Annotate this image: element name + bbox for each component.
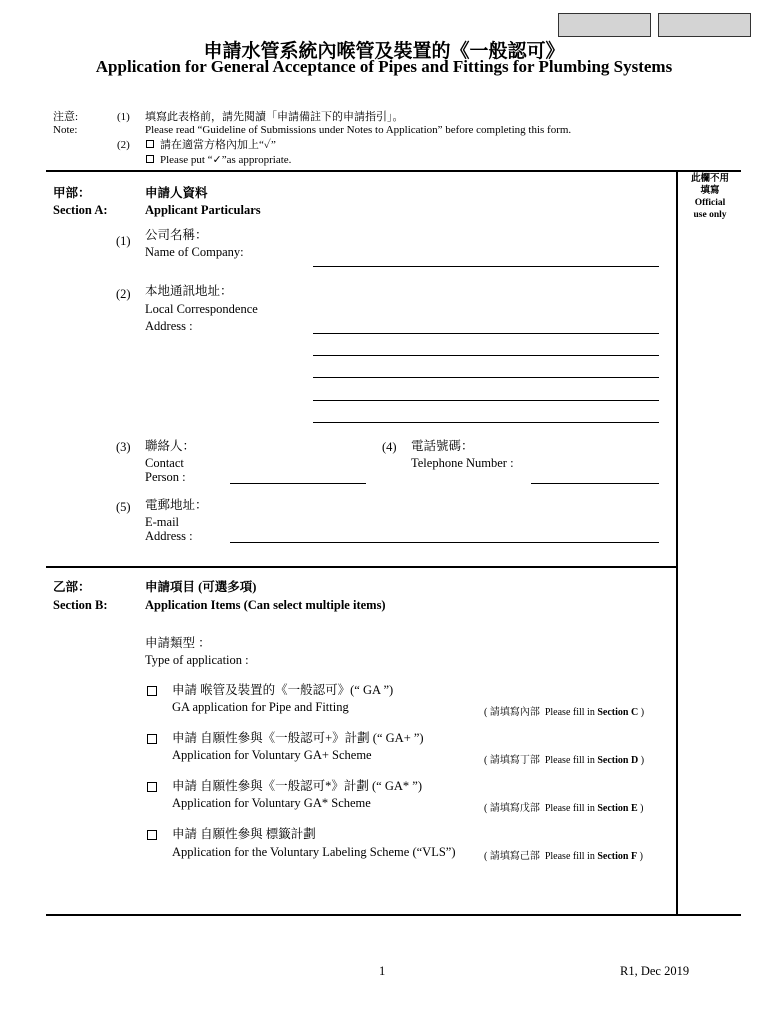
item-4-note-zh: 請填寫己部 [489, 851, 540, 862]
application-type-label-zh: 申請類型 ： [145, 636, 211, 650]
item-4-en: Application for the Voluntary Labeling Scheme (“VLS”) [172, 845, 456, 859]
contact-label-en-1: Contact [145, 456, 184, 470]
official-use-label [680, 173, 740, 221]
contact-label-en-2: Person : [145, 470, 186, 484]
address-label-en-2: Address : [145, 319, 193, 333]
company-name-field[interactable] [313, 266, 659, 267]
reference-box-1[interactable] [558, 13, 651, 37]
item-3-note-zh: 請填寫戊部 [489, 803, 540, 814]
ga-application-checkbox[interactable] [147, 686, 157, 696]
company-number: (1) [116, 234, 131, 248]
section-b-top-rule [46, 566, 678, 568]
phone-label-en: Telephone Number : [411, 456, 514, 470]
note-number-2: (2) [117, 139, 130, 151]
section-a-title-zh: 申請人資料 [145, 186, 208, 200]
phone-label-zh: 電話號碼： [411, 439, 474, 453]
page-number: 1 [379, 964, 386, 978]
item-4-section-ref: Section F [597, 851, 638, 862]
telephone-field[interactable] [531, 483, 659, 484]
contact-label-zh: 聯絡人： [145, 439, 196, 453]
note-label-zh: 注意: [53, 111, 79, 123]
address-label-en-1: Local Correspondence [145, 302, 258, 316]
official-use-zh-2: 填寫 [700, 186, 720, 196]
form-title-english: Application for General Acceptance of Pipes and Fittings for Plumbing Systems [95, 57, 673, 76]
note-2-en: Please put “✓”as appropriate. [160, 154, 292, 166]
section-a-label-zh: 甲部： [53, 186, 91, 200]
address-field-line-5[interactable] [313, 422, 659, 423]
section-b-title-en: Application Items (Can select multiple items) [145, 598, 386, 612]
item-2-section-note: ( 請填寫丁部 Please fill in Section D ) [484, 755, 645, 766]
note-1-zh: 填寫此表格前，請先閱讀「申請備註下的申請指引」。 [145, 111, 404, 123]
address-field-line-4[interactable] [313, 400, 659, 401]
vls-application-checkbox[interactable] [147, 830, 157, 840]
form-bottom-rule [46, 914, 741, 916]
address-field-line-1[interactable] [313, 333, 659, 334]
revision-label: R1, Dec 2019 [620, 964, 690, 978]
section-b-label-zh: 乙部： [53, 580, 91, 594]
phone-number-index: (4) [382, 440, 397, 454]
note-checkbox-icon-2 [146, 155, 154, 163]
address-number: (2) [116, 287, 131, 301]
note-checkbox-icon [146, 140, 154, 148]
form-title-chinese: 申請水管系統內喉管及裝置的《一般認可》 [203, 41, 565, 62]
item-2-note-en: Please fill in [544, 755, 595, 766]
item-3-zh: 申請 自願性參與《一般認可*》計劃 (“ GA* ”) [172, 779, 422, 793]
note-1-en: Please read “Guideline of Submissions under Notes to Application” before completing this form. [145, 124, 572, 136]
item-3-note-en: Please fill in [544, 803, 595, 814]
item-1-zh: 申請 喉管及裝置的《一般認可》(“ GA ”) [172, 683, 394, 697]
item-3-section-note: ( 請填寫戊部 Please fill in Section E ) [484, 803, 644, 814]
company-label-en: Name of Company: [145, 245, 244, 259]
email-address-field[interactable] [230, 542, 659, 543]
section-a-top-rule [46, 170, 741, 172]
section-b-title-zh: 申請項目 (可選多項) [145, 580, 257, 594]
email-label-en-1: E-mail [145, 515, 180, 529]
item-2-section-ref: Section D [597, 755, 639, 766]
item-4-note-en: Please fill in [544, 851, 595, 862]
item-1-en: GA application for Pipe and Fitting [172, 700, 349, 714]
application-type-label-en: Type of application : [145, 653, 249, 667]
address-field-line-3[interactable] [313, 377, 659, 378]
note-2-zh: 請在適當方格內加上“✓” [160, 139, 276, 151]
item-1-section-ref: Section C [597, 707, 639, 718]
item-2-zh: 申請 自願性參與《一般認可+》計劃 (“ GA+ ”) [172, 731, 424, 745]
item-3-en: Application for Voluntary GA* Scheme [172, 796, 371, 810]
contact-number: (3) [116, 440, 131, 454]
email-number: (5) [116, 500, 131, 514]
item-2-note-zh: 請填寫丁部 [489, 755, 540, 766]
item-2-en: Application for Voluntary GA+ Scheme [172, 748, 372, 762]
note-label-en: Note: [53, 124, 78, 136]
official-use-en-1: Official [694, 198, 726, 208]
address-label-zh: 本地通訊地址： [145, 284, 233, 298]
company-label-zh: 公司名稱： [145, 228, 208, 242]
note-number-1: (1) [117, 111, 130, 123]
section-a-label-en: Section A: [53, 203, 108, 217]
official-use-column-divider [676, 170, 678, 916]
reference-box-2[interactable] [658, 13, 751, 37]
item-1-note-en: Please fill in [544, 707, 595, 718]
item-1-section-note: ( 請填寫內部 Please fill in Section C ) [484, 707, 645, 718]
section-a-title-en: Applicant Particulars [145, 203, 261, 217]
official-use-zh-1: 此欄不用 [690, 174, 729, 184]
email-label-en-2: Address : [145, 529, 193, 543]
item-3-section-ref: Section E [597, 803, 638, 814]
item-1-note-zh: 請填寫內部 [489, 707, 540, 718]
ga-star-application-checkbox[interactable] [147, 782, 157, 792]
item-4-section-note: ( 請填寫己部 Please fill in Section F ) [484, 851, 643, 862]
contact-person-field[interactable] [230, 483, 366, 484]
item-4-zh: 申請 自願性參與 標籤計劃 [172, 827, 316, 841]
section-b-label-en: Section B: [53, 598, 108, 612]
address-field-line-2[interactable] [313, 355, 659, 356]
ga-plus-application-checkbox[interactable] [147, 734, 157, 744]
email-label-zh: 電郵地址： [145, 498, 208, 512]
official-use-en-2: use only [693, 210, 727, 220]
